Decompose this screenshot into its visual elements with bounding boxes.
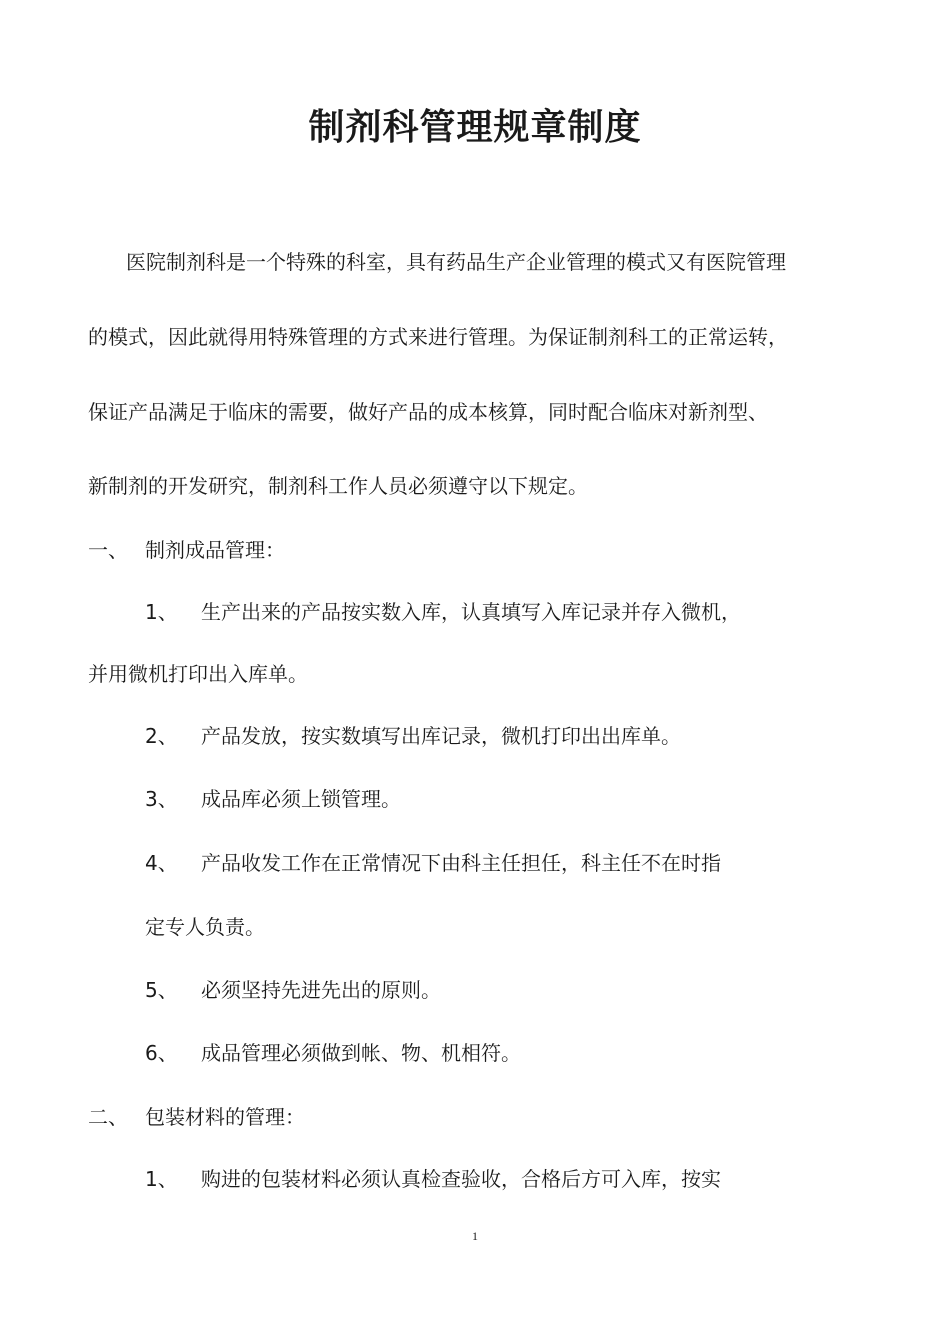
list-item-continuation: 并用微机打印出入库单。 <box>88 662 308 686</box>
list-item-text: 必须坚持先进先出的原则。 <box>201 978 441 1002</box>
list-item-number: 5、 <box>145 978 178 1002</box>
list-item-number: 1、 <box>145 600 178 624</box>
list-item-number: 3、 <box>145 787 178 811</box>
intro-line-2: 的模式，因此就得用特殊管理的方式来进行管理。为保证制剂科工的正常运转， <box>88 325 788 349</box>
list-item-text: 成品管理必须做到帐、物、机相符。 <box>201 1041 521 1065</box>
page-number: 1 <box>472 1229 478 1243</box>
list-item-number: 4、 <box>145 851 178 875</box>
intro-line-3: 保证产品满足于临床的需要，做好产品的成本核算，同时配合临床对新剂型、 <box>88 400 768 424</box>
intro-line-1: 医院制剂科是一个特殊的科室，具有药品生产企业管理的模式又有医院管理 <box>126 250 786 274</box>
list-item-continuation: 定专人负责。 <box>145 915 265 939</box>
list-item-number: 6、 <box>145 1041 178 1065</box>
section-number: 二、 <box>88 1105 128 1129</box>
list-item-text: 成品库必须上锁管理。 <box>201 787 401 811</box>
list-item-text: 购进的包装材料必须认真检查验收，合格后方可入库，按实 <box>201 1167 721 1191</box>
list-item-number: 2、 <box>145 724 178 748</box>
list-item-number: 1、 <box>145 1167 178 1191</box>
list-item-text: 生产出来的产品按实数入库，认真填写入库记录并存入微机， <box>201 600 741 624</box>
section-heading: 包装材料的管理： <box>145 1105 305 1129</box>
list-item-text: 产品发放，按实数填写出库记录，微机打印出出库单。 <box>201 724 681 748</box>
document-title: 制剂科管理规章制度 <box>308 107 642 148</box>
section-heading: 制剂成品管理： <box>145 538 285 562</box>
list-item-text: 产品收发工作在正常情况下由科主任担任，科主任不在时指 <box>201 851 721 875</box>
section-number: 一、 <box>88 538 128 562</box>
intro-line-4: 新制剂的开发研究，制剂科工作人员必须遵守以下规定。 <box>88 474 588 498</box>
